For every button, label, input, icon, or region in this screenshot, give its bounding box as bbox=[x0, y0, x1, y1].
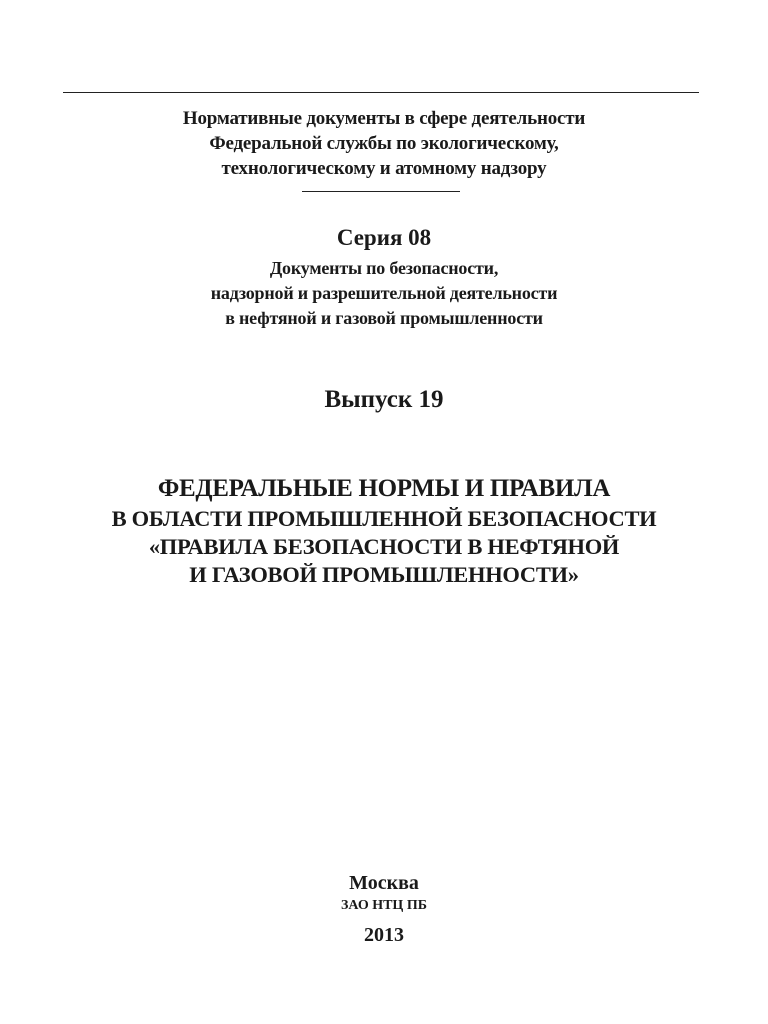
imprint-year: 2013 bbox=[364, 924, 404, 946]
series-line-2: надзорной и разрешительной деятельности bbox=[210, 283, 558, 303]
series-title: Серия 08 bbox=[336, 225, 432, 250]
main-title-line-4: И ГАЗОВОЙ ПРОМЫШЛЕННОСТИ» bbox=[189, 562, 579, 587]
main-title: ФЕДЕРАЛЬНЫЕ НОРМЫ И ПРАВИЛА bbox=[157, 475, 611, 502]
series-description bbox=[0, 256, 768, 331]
main-title-line-2: В ОБЛАСТИ ПРОМЫШЛЕННОЙ БЕЗОПАСНОСТИ bbox=[111, 506, 657, 531]
series-line-3: в нефтяной и газовой промышленности bbox=[225, 308, 543, 328]
header-line-1: Нормативные документы в сфере деятельности bbox=[182, 108, 586, 129]
issue-title: Выпуск 19 bbox=[324, 386, 444, 413]
header-block bbox=[0, 106, 768, 181]
imprint-publisher: ЗАО НТЦ ПБ bbox=[341, 898, 427, 913]
header-divider bbox=[302, 191, 460, 192]
top-rule bbox=[63, 92, 699, 93]
series-line-1: Документы по безопасности, bbox=[269, 258, 499, 278]
header-line-3: технологическому и атомному надзору bbox=[221, 158, 547, 179]
imprint-city: Москва bbox=[349, 872, 419, 894]
header-line-2: Федеральной службы по экологическому, bbox=[209, 133, 559, 154]
main-title-subtitle bbox=[0, 505, 768, 589]
main-title-line-3: «ПРАВИЛА БЕЗОПАСНОСТИ В НЕФТЯНОЙ bbox=[148, 534, 620, 559]
